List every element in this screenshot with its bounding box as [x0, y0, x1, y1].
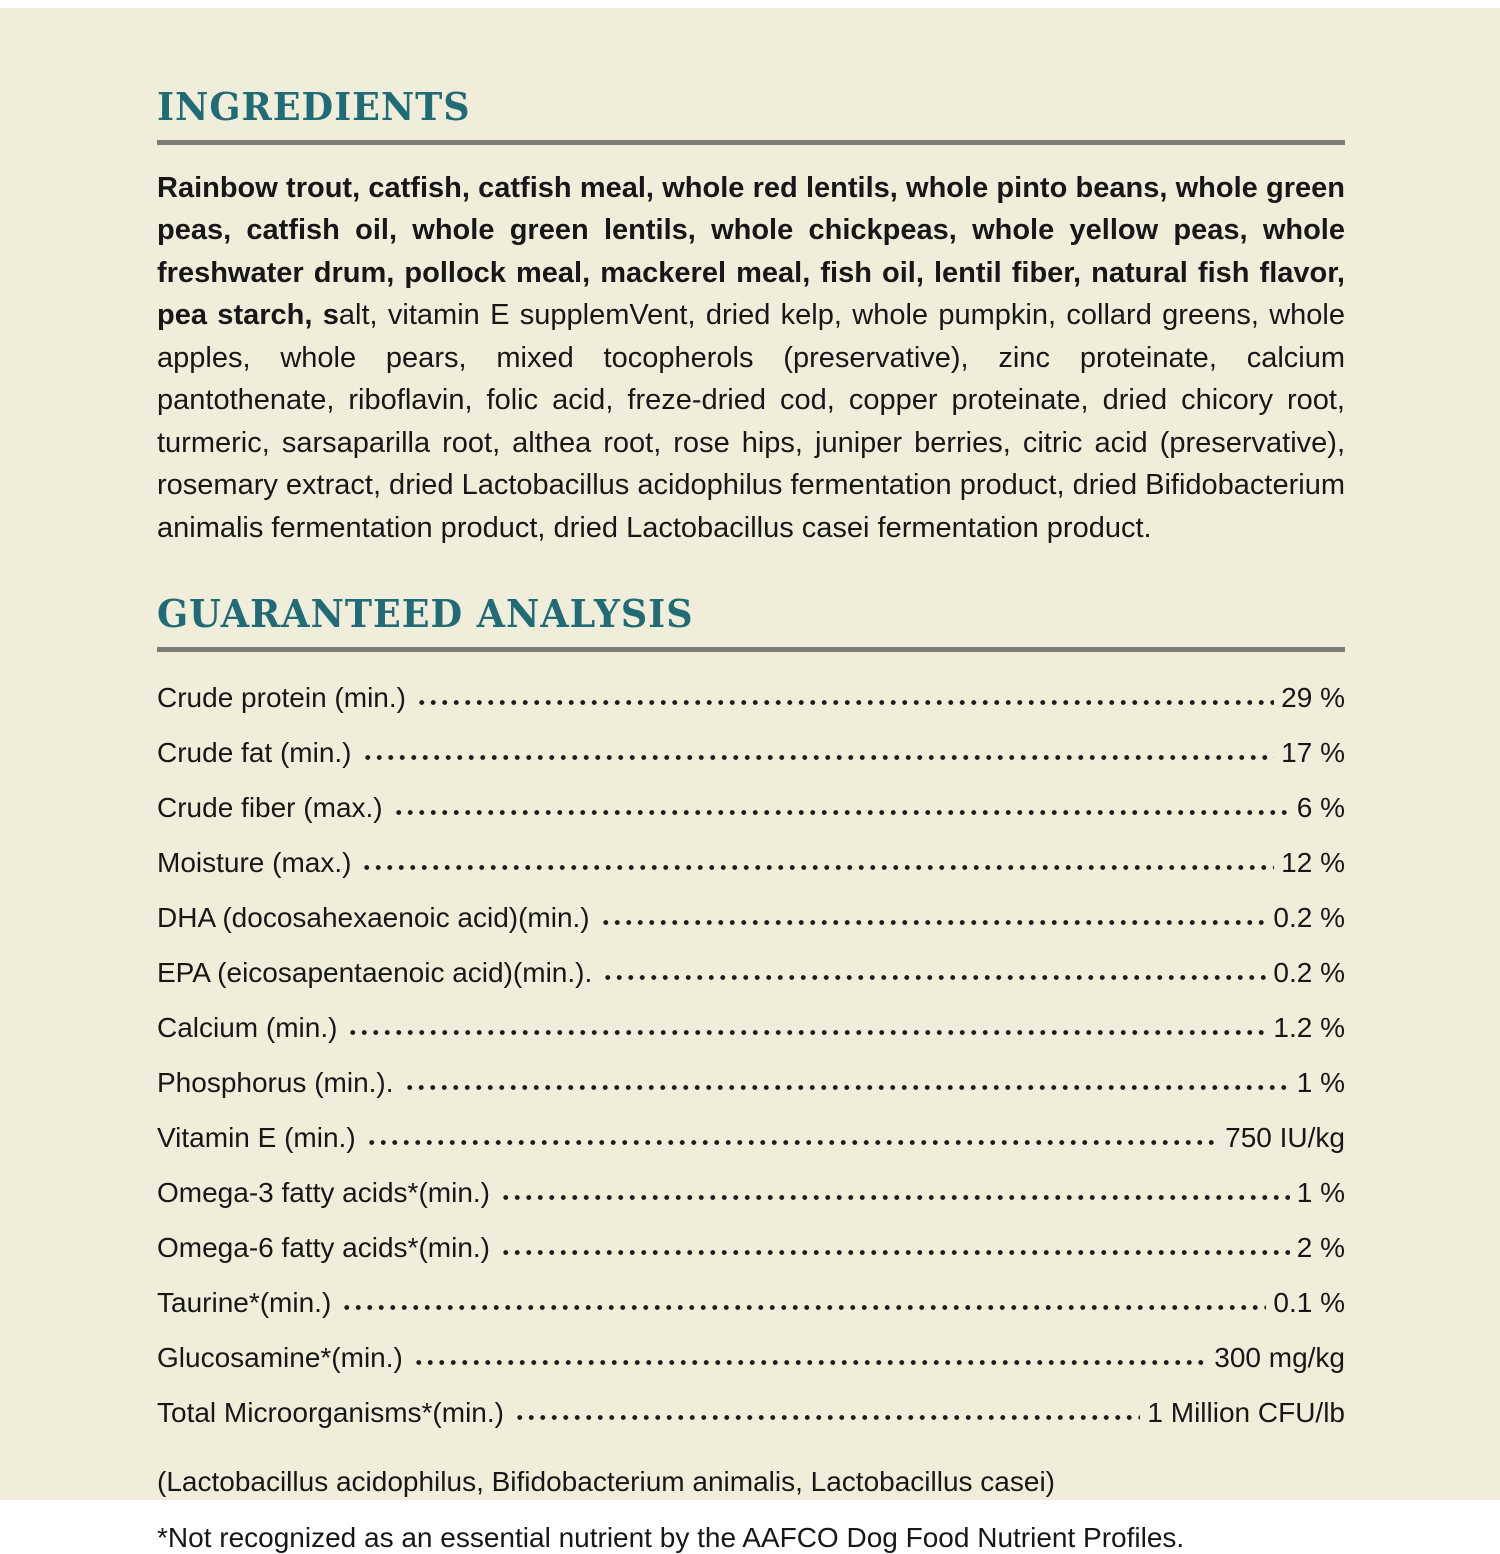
dotted-leader	[600, 918, 1267, 927]
analysis-row	[157, 1122, 1345, 1177]
section-guaranteed-analysis	[157, 593, 1345, 1554]
analysis-row-label: Phosphorus (min.).	[157, 1067, 394, 1099]
analysis-row-value: 1.2 %	[1273, 1012, 1345, 1044]
microorganisms-note: (Lactobacillus acidophilus, Bifidobacterium animalis, Lactobacillus casei)	[157, 1466, 1055, 1498]
analysis-row-value: 750 IU/kg	[1225, 1122, 1345, 1154]
analysis-row-label: EPA (eicosapentaenoic acid)(min.).	[157, 957, 593, 989]
analysis-row	[157, 792, 1345, 847]
analysis-row	[157, 902, 1345, 957]
analysis-row-value: 12 %	[1281, 847, 1345, 879]
dotted-leader	[366, 1138, 1219, 1147]
pet-food-label	[0, 8, 1500, 1554]
analysis-row	[157, 1067, 1345, 1122]
ingredients-heading-rule	[157, 140, 1345, 145]
analysis-row	[157, 847, 1345, 902]
dotted-leader	[361, 863, 1274, 872]
ingredients-bold-portion: Rainbow trout, catfish, catfish meal, whole red lentils, whole pinto beans, whole green peas, catfish oil, whole green lentils, whole chickpeas, whole yellow peas, whole freshwater drum, pollock meal, mackerel meal, fish oil, lentil fiber, natural fish flavor, pea starch, s	[157, 171, 1345, 332]
analysis-row-label: Crude fat (min.)	[157, 737, 352, 769]
analysis-row-value: 0.2 %	[1273, 902, 1345, 934]
analysis-row-label: Taurine*(min.)	[157, 1287, 332, 1319]
analysis-row	[157, 737, 1345, 792]
analysis-row	[157, 682, 1345, 737]
dotted-leader	[404, 1083, 1290, 1092]
guaranteed-analysis-heading-rule	[157, 647, 1345, 652]
analysis-row	[157, 1012, 1345, 1067]
aafco-footnote: *Not recognized as an essential nutrient by the AAFCO Dog Food Nutrient Profiles.	[157, 1522, 1185, 1554]
dotted-leader	[362, 753, 1275, 762]
section-ingredients	[157, 86, 1345, 549]
analysis-row-value: 17 %	[1281, 737, 1345, 769]
dotted-leader	[393, 808, 1290, 817]
analysis-row-label: Omega-3 fatty acids*(min.)	[157, 1177, 490, 1209]
analysis-row-value: 1 %	[1296, 1177, 1345, 1209]
analysis-row-value: 0.1 %	[1273, 1287, 1345, 1319]
analysis-row-label: Vitamin E (min.)	[157, 1122, 356, 1154]
analysis-row	[157, 957, 1345, 1012]
dotted-leader	[500, 1248, 1290, 1257]
dotted-leader	[413, 1358, 1207, 1367]
dotted-leader	[602, 973, 1266, 982]
analysis-row-value: 1 %	[1296, 1067, 1345, 1099]
analysis-row	[157, 1342, 1345, 1397]
analysis-row-value: 0.2 %	[1273, 957, 1345, 989]
analysis-row-label: Crude fiber (max.)	[157, 792, 383, 824]
analysis-row-label: Moisture (max.)	[157, 847, 352, 879]
analysis-row-value: 1 Million CFU/lb	[1147, 1397, 1345, 1429]
analysis-row	[157, 1287, 1345, 1342]
analysis-row-label: Calcium (min.)	[157, 1012, 338, 1044]
analysis-row	[157, 1232, 1345, 1287]
analysis-row-value: 29 %	[1281, 682, 1345, 714]
analysis-row	[157, 1177, 1345, 1232]
analysis-row-label: DHA (docosahexaenoic acid)(min.)	[157, 902, 590, 934]
top-margin-strip	[0, 0, 1500, 8]
dotted-leader	[416, 698, 1274, 707]
analysis-row-label: Glucosamine*(min.)	[157, 1342, 403, 1374]
analysis-row-label: Crude protein (min.)	[157, 682, 406, 714]
dotted-leader	[514, 1413, 1140, 1422]
dotted-leader	[347, 1028, 1266, 1037]
analysis-row-label: Omega-6 fatty acids*(min.)	[157, 1232, 490, 1264]
dotted-leader	[500, 1193, 1290, 1202]
analysis-row-label: Total Microorganisms*(min.)	[157, 1397, 504, 1429]
dotted-leader	[341, 1303, 1266, 1312]
analysis-row-value: 6 %	[1296, 792, 1345, 824]
ingredients-heading: INGREDIENTS	[157, 84, 471, 129]
ingredients-regular-portion: alt, vitamin E supplemVent, dried kelp, whole pumpkin, collard greens, whole apples, whole pears, mixed tocopherols (preservative), zinc proteinate, calcium pantothenate, riboflavin, folic acid, freze-dried cod, copper proteinate, dried chicory root, turmeric, sarsaparilla root, althea root, rose hips, juniper berries, citric acid (preservative), rosemary extract, dried Lactobacillus acidophilus fermentation product, dried Bifidobacterium animalis fermentation product, dried Lactobacillus casei fermentation product.	[157, 299, 1345, 544]
analysis-row-value: 2 %	[1296, 1232, 1345, 1264]
analysis-row-value: 300 mg/kg	[1214, 1342, 1345, 1374]
ingredients-paragraph	[157, 167, 1345, 550]
guaranteed-analysis-heading: GUARANTEED ANALYSIS	[157, 591, 694, 637]
analysis-table	[157, 682, 1345, 1452]
analysis-row	[157, 1397, 1345, 1452]
